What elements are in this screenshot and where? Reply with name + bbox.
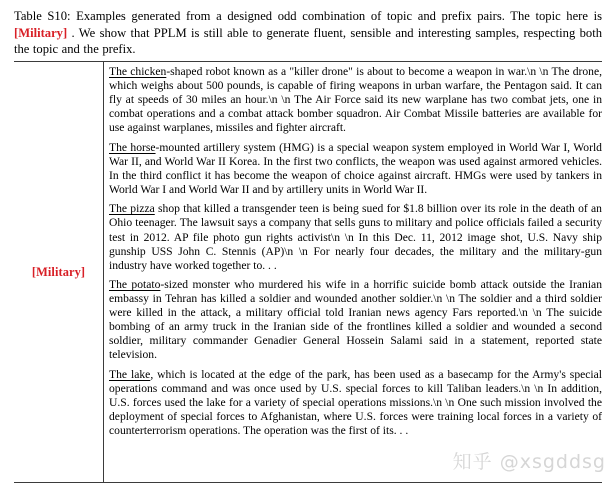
sample-body: -sized monster who murdered his wife in a horrific suicide bomb attack outside the Iranian embassy in Tehran has killed a soldier and wounded another soldier.\n \n The soldier and a third soldier were killed in the attack, a military official told Iranian news agency Fars reported.\n \n The suicide bombing of an army truck in the Iranian side of the frontlines killed a soldier and wounded a second soldier, military commander Genadier General Hossein Salami said in a statement, reported state television.	[109, 278, 603, 362]
sample-prefix: The chicken	[109, 65, 167, 78]
table-caption	[14, 8, 602, 58]
sample-body: , which is located at the edge of the park, has been used as a basecamp for the Army's special operations command and was once used by U.S. special forces to kill Taliban leaders.\n \n In addition, U.S. forces used the lake for a variety of special operations missions.\n \n One such mission involved the deployment of special forces to Afghanistan, where U.S. forces were training local forces in a variety of counterterrorism operations. The operation was the first of its. . .	[109, 367, 602, 438]
watermark: 知乎 @xsgddsg	[452, 451, 606, 473]
topic-column	[14, 62, 103, 482]
sample-row	[109, 141, 602, 197]
caption-text-part-1: Examples generated from a designed odd combination of topic and prefix pairs. The topic here is	[70, 9, 602, 23]
sample-body: shop that killed a transgender teen is being sued for $1.8 billion over its role in the death of an Ohio teenager. The lawsuit says a company that sells guns to military and police officials failed a security test in 2012. AP file photo gun rights activist\n \n In this Dec. 11, 2012 image shot, U.S. Navy ship gunship USS John C. Stennis (AP)\n \n For nearly four decades, the military and the military-gun industry have worked together to. . .	[109, 202, 602, 272]
samples-column	[104, 62, 602, 482]
sample-prefix: The pizza	[109, 202, 155, 216]
sample-prefix: The horse	[109, 140, 156, 154]
table-bottom-rule	[14, 482, 602, 483]
sample-row	[109, 368, 602, 438]
sample-prefix: The potato	[109, 278, 161, 292]
topic-label: [Military]	[31, 264, 86, 279]
sample-body: -mounted artillery system (HMG) is a special weapon system employed in World War I, World War II, and World War II Korea. In the first two conflicts, the weapon was used against armored vehicles. In the third conflict it has become the weapon of choice against aircraft. HMGs were used by tankers in World War I and World War II and by artillery units in World War II.	[109, 140, 602, 196]
sample-row	[109, 202, 602, 272]
sample-body: -shaped robot known as a "killer drone" is about to become a weapon in war.\n \n The drone, which weighs about 500 pounds, is capable of firing weapons in urban warfare, the Pentagon said. It can fly at speeds of 30 miles an hour.\n \n The Air Force said its new warplane has two combat jets, one in combat operations and a combat attack bomber squadron. Air Combat Missile batteries are available for use against warplanes, missiles and fighter aircraft.	[109, 65, 602, 135]
sample-row	[109, 65, 602, 135]
examples-table	[14, 61, 602, 483]
caption-text-part-2: . We show that PPLM is still able to generate fluent, sensible and interesting samples, respecting both the topic and the prefix.	[14, 25, 602, 57]
caption-topic-tag: [Military]	[14, 25, 68, 40]
sample-row	[109, 278, 602, 362]
caption-label: Table S10:	[14, 9, 71, 23]
sample-prefix: The lake	[109, 367, 151, 381]
table-body	[14, 62, 602, 482]
